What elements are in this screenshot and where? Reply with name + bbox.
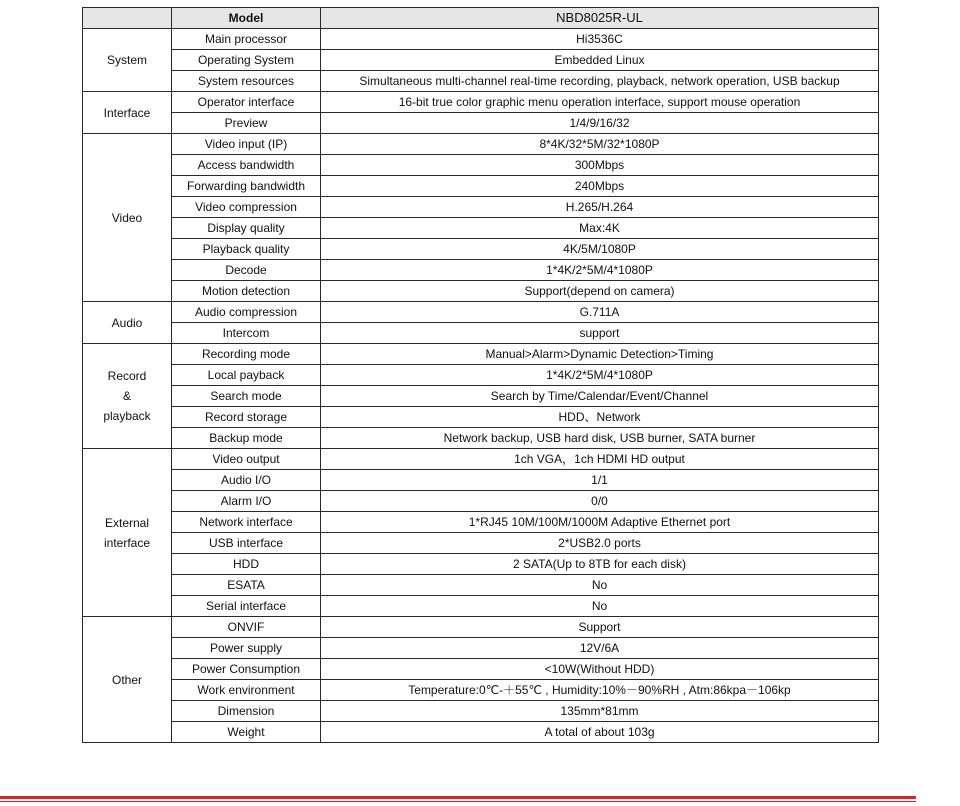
value-cell: Search by Time/Calendar/Event/Channel (321, 386, 879, 407)
param-cell: Operator interface (172, 92, 321, 113)
category-label: Video (111, 210, 143, 225)
param-cell: Record storage (172, 407, 321, 428)
value-cell: Support (321, 617, 879, 638)
value-cell: 1*4K/2*5M/4*1080P (321, 260, 879, 281)
param-cell: Audio I/O (172, 470, 321, 491)
spec-row (83, 176, 879, 197)
category-label: Other (111, 672, 142, 687)
spec-row (83, 638, 879, 659)
spec-row (83, 365, 879, 386)
category-cell (83, 134, 172, 302)
category-cell (83, 344, 172, 449)
param-cell: Preview (172, 113, 321, 134)
spec-row (83, 344, 879, 365)
value-cell: Network backup, USB hard disk, USB burner, SATA burner (321, 428, 879, 449)
value-cell: No (321, 596, 879, 617)
value-cell: Max:4K (321, 218, 879, 239)
spec-row (83, 155, 879, 176)
spec-row (83, 134, 879, 155)
param-cell: Network interface (172, 512, 321, 533)
param-cell: Main processor (172, 29, 321, 50)
category-label: & (122, 389, 131, 403)
value-cell: A total of about 103g (321, 722, 879, 743)
value-cell: 16-bit true color graphic menu operation interface, support mouse operation (321, 92, 879, 113)
category-label: Interface (103, 105, 151, 120)
param-cell: Serial interface (172, 596, 321, 617)
spec-row (83, 722, 879, 743)
value-cell: Hi3536C (321, 29, 879, 50)
param-cell: HDD (172, 554, 321, 575)
value-cell: 8*4K/32*5M/32*1080P (321, 134, 879, 155)
value-cell: 4K/5M/1080P (321, 239, 879, 260)
value-cell: 240Mbps (321, 176, 879, 197)
spec-row (83, 491, 879, 512)
param-cell: Display quality (172, 218, 321, 239)
param-cell: Alarm I/O (172, 491, 321, 512)
value-cell: 300Mbps (321, 155, 879, 176)
value-cell: 0/0 (321, 491, 879, 512)
spec-row (83, 617, 879, 638)
value-cell: 1*RJ45 10M/100M/1000M Adaptive Ethernet port (321, 512, 879, 533)
category-label: interface (103, 535, 151, 550)
param-cell: USB interface (172, 533, 321, 554)
param-cell: System resources (172, 71, 321, 92)
param-cell: ESATA (172, 575, 321, 596)
param-cell: Power supply (172, 638, 321, 659)
category-cell (83, 302, 172, 344)
category-label: System (106, 53, 147, 67)
spec-row (83, 680, 879, 701)
spec-row (83, 407, 879, 428)
param-cell: Playback quality (172, 239, 321, 260)
spec-row (83, 533, 879, 554)
param-cell: Access bandwidth (172, 155, 321, 176)
header-row (83, 8, 879, 29)
value-cell: 1*4K/2*5M/4*1080P (321, 365, 879, 386)
spec-row (83, 428, 879, 449)
spec-row (83, 50, 879, 71)
value-cell: support (321, 323, 879, 344)
spec-row (83, 596, 879, 617)
value-cell: HDD、Network (321, 407, 879, 428)
spec-row (83, 92, 879, 113)
category-label: Audio (111, 315, 143, 330)
param-cell: Power Consumption (172, 659, 321, 680)
category-label: External (104, 515, 150, 530)
category-cell (83, 92, 172, 134)
param-cell: Video output (172, 449, 321, 470)
spec-row (83, 302, 879, 323)
spec-row (83, 260, 879, 281)
param-cell: ONVIF (172, 617, 321, 638)
spec-row (83, 386, 879, 407)
footer-divider-thick (0, 796, 916, 799)
param-cell: Backup mode (172, 428, 321, 449)
value-cell: 12V/6A (321, 638, 879, 659)
category-cell (83, 29, 172, 92)
spec-row (83, 449, 879, 470)
value-cell: 1/4/9/16/32 (321, 113, 879, 134)
value-cell: 2 SATA(Up to 8TB for each disk) (321, 554, 879, 575)
value-cell: Simultaneous multi-channel real-time recording, playback, network operation, USB backup (321, 71, 879, 92)
spec-row (83, 113, 879, 134)
header-model-label: Model (172, 8, 321, 29)
param-cell: Intercom (172, 323, 321, 344)
spec-row (83, 659, 879, 680)
category-cell (83, 449, 172, 617)
param-cell: Decode (172, 260, 321, 281)
value-cell: G.711A (321, 302, 879, 323)
header-blank-cell (83, 8, 172, 29)
spec-row (83, 512, 879, 533)
value-cell: Manual>Alarm>Dynamic Detection>Timing (321, 344, 879, 365)
value-cell: H.265/H.264 (321, 197, 879, 218)
param-cell: Video input (IP) (172, 134, 321, 155)
footer-divider-thin (0, 801, 916, 802)
spec-row (83, 323, 879, 344)
spec-row (83, 29, 879, 50)
param-cell: Local payback (172, 365, 321, 386)
param-cell: Recording mode (172, 344, 321, 365)
spec-row (83, 281, 879, 302)
header-model-value: NBD8025R-UL (321, 8, 879, 29)
param-cell: Weight (172, 722, 321, 743)
param-cell: Forwarding bandwidth (172, 176, 321, 197)
category-label: playback (103, 409, 151, 423)
spec-table (82, 7, 879, 743)
value-cell: 1/1 (321, 470, 879, 491)
param-cell: Operating System (172, 50, 321, 71)
spec-row (83, 218, 879, 239)
param-cell: Motion detection (172, 281, 321, 302)
value-cell: 135mm*81mm (321, 701, 879, 722)
param-cell: Dimension (172, 701, 321, 722)
spec-table-body (83, 8, 879, 743)
spec-row (83, 701, 879, 722)
spec-row (83, 470, 879, 491)
category-label: Record (107, 369, 147, 383)
value-cell: No (321, 575, 879, 596)
spec-row (83, 575, 879, 596)
param-cell: Search mode (172, 386, 321, 407)
value-cell: Embedded Linux (321, 50, 879, 71)
param-cell: Video compression (172, 197, 321, 218)
spec-row (83, 71, 879, 92)
param-cell: Audio compression (172, 302, 321, 323)
category-cell (83, 617, 172, 743)
value-cell: <10W(Without HDD) (321, 659, 879, 680)
spec-row (83, 554, 879, 575)
spec-row (83, 197, 879, 218)
spec-row (83, 239, 879, 260)
value-cell: Support(depend on camera) (321, 281, 879, 302)
param-cell: Work environment (172, 680, 321, 701)
value-cell: 1ch VGA，1ch HDMI HD output (321, 449, 879, 470)
value-cell: Temperature:0℃-＋55℃ , Humidity:10%－90%RH , Atm:86kpa－106kp (321, 680, 879, 701)
value-cell: 2*USB2.0 ports (321, 533, 879, 554)
